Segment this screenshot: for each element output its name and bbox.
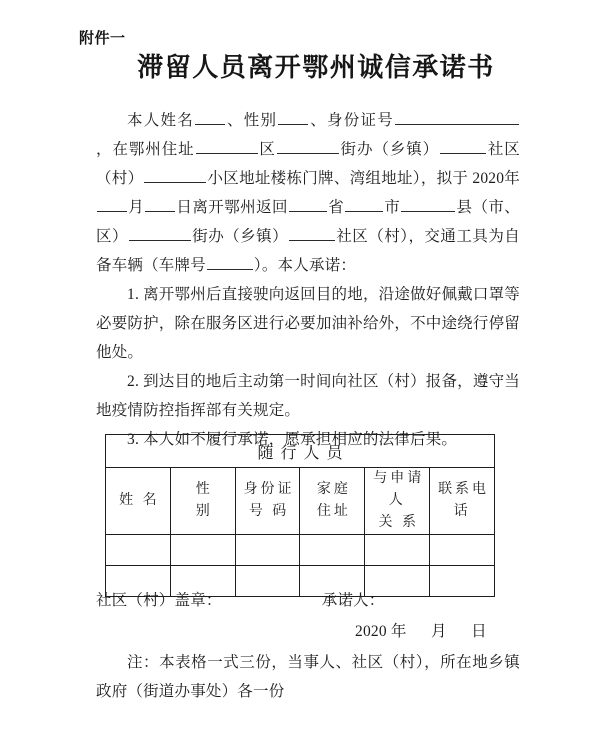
- header-line-1: 联系电话: [438, 482, 490, 519]
- community-seal-label: 社区（村）盖章：: [96, 592, 222, 609]
- field-label-dest-district: 区）: [96, 228, 128, 245]
- field-label-idnumber: 、身份证号: [309, 112, 394, 129]
- blank-idnumber[interactable]: [395, 109, 519, 125]
- column-header-gender: [170, 468, 235, 535]
- field-label-promise-intro: ）。本人承诺：: [253, 257, 357, 274]
- header-line-1: 与申请人: [373, 471, 425, 508]
- header-line-2: 住址: [316, 504, 351, 519]
- promisor-label: 承诺人：: [321, 592, 385, 609]
- field-label-vehicle: 为自备车辆（车牌号: [96, 228, 520, 274]
- signature-date-line: 2020 年 月 日: [355, 623, 487, 640]
- field-label-dest-subdistrict: 街办（乡镇）: [191, 228, 289, 245]
- commitment-item-1: 1. 离开鄂州后直接驶向返回目的地，沿途做好佩戴口罩等必要防护，除在服务区进行必要加油补给外，不中途绕行停留他处。: [96, 286, 520, 361]
- field-label-city: 市: [384, 199, 401, 216]
- footer-note: [96, 648, 520, 706]
- header-line-1: 姓 名: [119, 493, 160, 508]
- accompanying-persons-table: [105, 434, 495, 597]
- blank-dest-community[interactable]: [289, 225, 335, 241]
- column-header-phone: [430, 468, 495, 535]
- commitment-item-2: 2. 到达目的地后主动第一时间向社区（村）报备，遵守当地疫情防控指挥部有关规定。: [96, 373, 520, 419]
- declaration-body: [96, 106, 520, 454]
- note-text: 注：本表格一式三份，当事人、社区（村），所在地乡镇政府（街道办事处）各一份: [96, 654, 520, 700]
- field-label-province: 省: [327, 199, 345, 216]
- cell-gender[interactable]: [170, 535, 235, 566]
- field-label-ezhou-address: 在鄂州住址: [112, 141, 195, 158]
- header-line-1: 身份证: [243, 482, 295, 497]
- field-label-county: 县（市、: [456, 199, 521, 216]
- blank-dest-subdistrict[interactable]: [129, 225, 191, 241]
- blank-county[interactable]: [401, 196, 455, 212]
- header-line-2: 号 码: [248, 504, 290, 519]
- table-title-row: [106, 435, 495, 468]
- header-line-1: 性: [195, 482, 213, 497]
- punct-comma: ，: [96, 141, 113, 158]
- header-line-2: 关 系: [378, 515, 419, 530]
- blank-day[interactable]: [145, 196, 175, 212]
- cell-home-address[interactable]: [300, 535, 365, 566]
- field-label-village: （村）: [96, 170, 144, 187]
- declaration-paragraph: [96, 106, 520, 280]
- field-label-detail-address: 小区地址楼栋门牌、湾组地址），拟于 2020: [207, 170, 505, 187]
- blank-plate-number[interactable]: [207, 254, 253, 270]
- blank-month[interactable]: [97, 196, 127, 212]
- cell-relationship[interactable]: [365, 535, 430, 566]
- field-label-community: 社区: [487, 141, 520, 158]
- blank-city[interactable]: [345, 196, 383, 212]
- header-line-1: 家庭: [316, 482, 351, 497]
- header-line-2: 别: [195, 504, 213, 519]
- blank-village[interactable]: [144, 167, 206, 183]
- field-label-leave-return: 日离开鄂州返回: [176, 199, 288, 216]
- blank-province[interactable]: [289, 196, 327, 212]
- blank-community[interactable]: [440, 138, 486, 154]
- blank-gender[interactable]: [278, 109, 308, 125]
- blank-subdistrict[interactable]: [277, 138, 339, 154]
- cell-phone[interactable]: [430, 535, 495, 566]
- column-header-home-address: [300, 468, 365, 535]
- signature-row: [96, 588, 520, 614]
- field-label-gender: 、性别: [225, 112, 278, 129]
- field-label-name: 本人姓名: [127, 112, 194, 129]
- field-label-subdistrict: 街办（乡镇）: [339, 141, 440, 158]
- blank-name[interactable]: [195, 109, 225, 125]
- blank-district[interactable]: [196, 138, 258, 154]
- field-label-month: 月: [128, 199, 145, 216]
- commitment-item-3: 3. 本人如不履行承诺，愿承担相应的法律后果。: [127, 431, 458, 448]
- page-title: 滞留人员离开鄂州诚信承诺书: [137, 53, 495, 82]
- field-label-year: 年: [504, 170, 520, 187]
- field-label-dest-community: 社区（村），交通工具: [336, 228, 489, 245]
- column-header-relationship: [365, 468, 430, 535]
- attachment-label: 附件一: [79, 31, 126, 47]
- cell-name[interactable]: [106, 535, 171, 566]
- table-header-row: [106, 468, 495, 535]
- column-header-name: [106, 468, 171, 535]
- field-label-district: 区: [258, 141, 276, 158]
- table-row[interactable]: [106, 535, 495, 566]
- table-title: 随行人员: [106, 435, 495, 468]
- cell-id-number[interactable]: [235, 535, 300, 566]
- column-header-id-number: [235, 468, 300, 535]
